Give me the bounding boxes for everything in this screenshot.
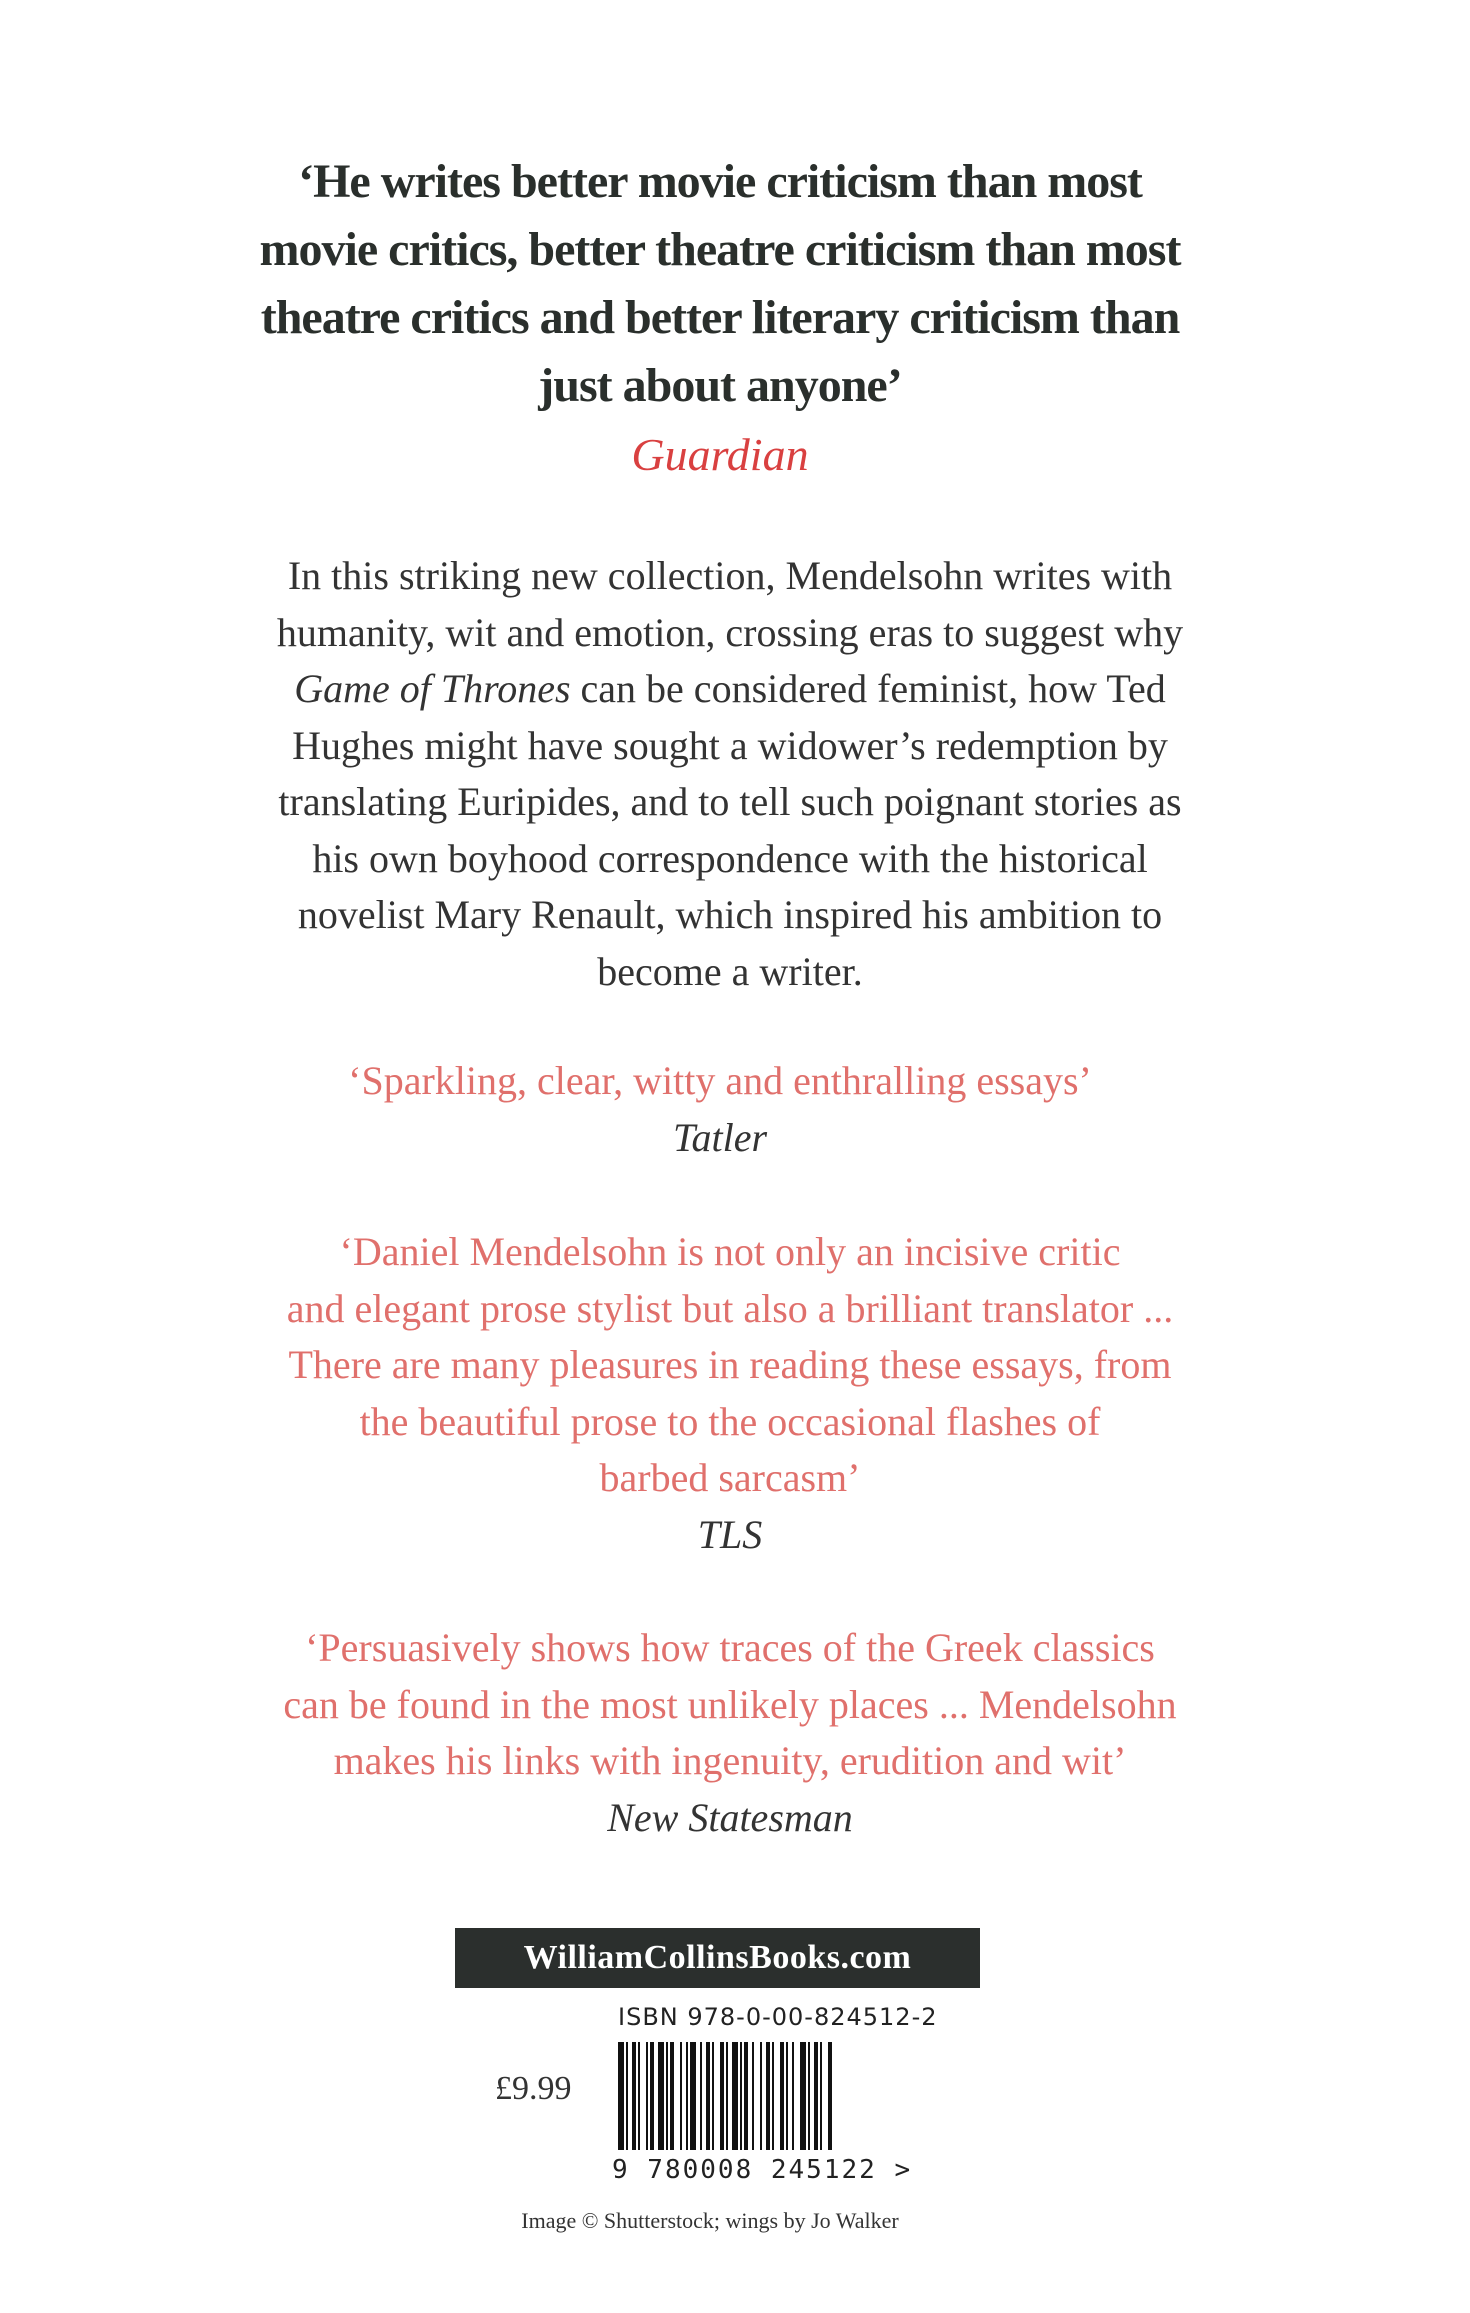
lead-quote-source: Guardian [631, 429, 809, 480]
isbn-label: ISBN 978-0-00-824512-2 [618, 2003, 938, 2031]
price-label: £9.99 [495, 2070, 572, 2107]
blurb-line: novelist Mary Renault, which inspired his ambition to [297, 892, 1163, 937]
blurb [195, 548, 1265, 1000]
lead-quote-line: ‘He writes better movie criticism than most [298, 155, 1142, 208]
blurb-title-italic: Game of Thrones [294, 666, 571, 711]
review-line: ‘Daniel Mendelsohn is not only an incisive critic [339, 1229, 1121, 1274]
review-line: the beautiful prose to the occasional flashes of [359, 1398, 1101, 1444]
lead-quote [140, 148, 1300, 420]
review-tatler [140, 1053, 1300, 1166]
publisher-website: WilliamCollinsBooks.com [455, 1928, 980, 1988]
review-line: makes his links with ingenuity, erudition and wit’ [333, 1738, 1127, 1783]
barcode [612, 2042, 942, 2152]
review-source: Tatler [672, 1114, 768, 1160]
lead-quote-line: theatre critics and better literary criticism than [260, 291, 1180, 344]
blurb-line: Hughes might have sought a widower’s redemption by [292, 722, 1168, 768]
review-line: There are many pleasures in reading these essays, from [288, 1342, 1172, 1387]
review-new-statesman [195, 1620, 1265, 1846]
barcode-digits: 9 780008 245122 > [612, 2155, 913, 2185]
review-line: barbed sarcasm’ [599, 1455, 861, 1500]
blurb-line: his own boyhood correspondence with the historical [312, 835, 1148, 881]
blurb-line: become a writer. [597, 948, 863, 994]
image-credit: Image © Shutterstock; wings by Jo Walker [521, 2208, 899, 2233]
lead-quote-line: just about anyone’ [538, 359, 902, 412]
lead-quote-line: movie critics, better theatre criticism than most [259, 223, 1181, 276]
blurb-line: In this striking new collection, Mendelsohn writes with [287, 553, 1173, 598]
review-line: ‘Sparkling, clear, witty and enthralling essays’ [348, 1058, 1092, 1103]
review-tls [195, 1224, 1265, 1563]
blurb-line [195, 661, 1265, 718]
blurb-line: humanity, wit and emotion, crossing eras to suggest why [276, 609, 1184, 655]
blurb-line-rest: can be considered feminist, how Ted [570, 666, 1166, 711]
review-line: can be found in the most unlikely places ... Mendelsohn [283, 1681, 1177, 1727]
review-source: TLS [697, 1511, 763, 1557]
review-source: New Statesman [607, 1794, 853, 1840]
review-line: and elegant prose stylist but also a brilliant translator ... [286, 1285, 1174, 1331]
review-line: ‘Persuasively shows how traces of the Greek classics [305, 1625, 1155, 1670]
blurb-line: translating Euripides, and to tell such poignant stories as [278, 779, 1182, 824]
